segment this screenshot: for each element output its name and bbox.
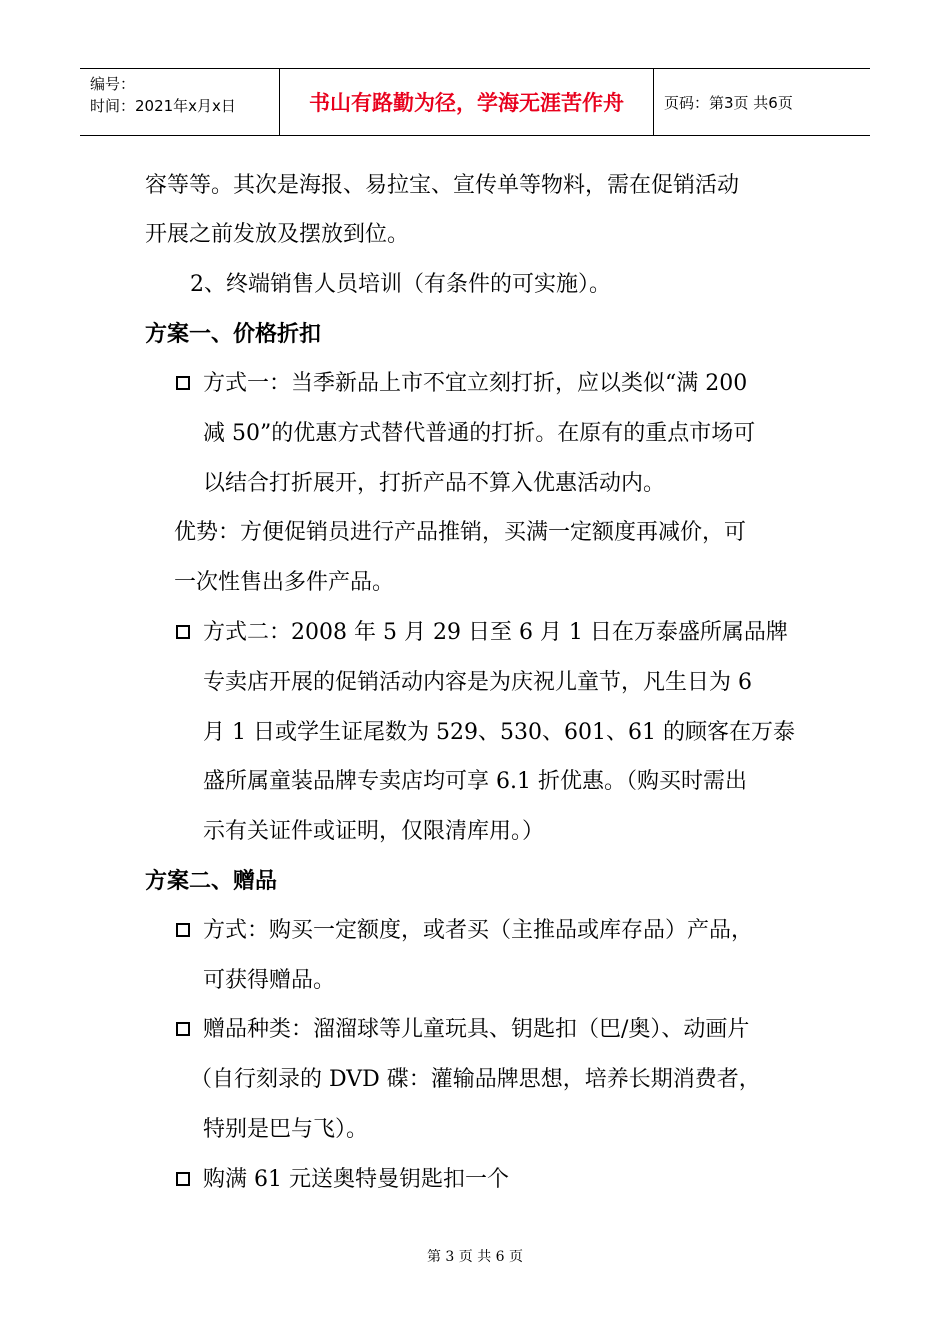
bullet-text: 减 50”的优惠方式替代普通的打折。在原有的重点市场可 bbox=[203, 421, 756, 446]
bullet-text: 可获得赠品。 bbox=[203, 968, 336, 993]
paragraph-line: 2、终端销售人员培训（有条件的可实施）。 bbox=[190, 272, 611, 297]
paragraph-line: 容等等。其次是海报、易拉宝、宣传单等物料，需在促销活动 bbox=[145, 173, 740, 198]
bullet-text: 月 1 日或学生证尾数为 529、530、601、61 的顾客在万泰 bbox=[203, 720, 795, 745]
checkbox-icon bbox=[176, 1172, 190, 1186]
checkbox-icon bbox=[176, 1022, 190, 1036]
header-page-info: 页码：第3页 共6页 bbox=[664, 93, 793, 112]
bullet-text: 方式：购买一定额度，或者买（主推品或库存品）产品， bbox=[203, 918, 754, 943]
header-motto: 书山有路勤为径，学海无涯苦作舟 bbox=[280, 69, 654, 135]
page-header bbox=[80, 68, 870, 136]
bullet-text: 示有关证件或证明，仅限清库用。） bbox=[203, 819, 545, 844]
bullet-text: 特别是巴与飞）。 bbox=[203, 1117, 369, 1142]
bullet-text: 赠品种类：溜溜球等儿童玩具、钥匙扣（巴/奥）、动画片 bbox=[203, 1017, 750, 1042]
bullet-text: 盛所属童装品牌专卖店均可享 6.1 折优惠。（购买时需出 bbox=[203, 769, 747, 794]
bullet-text: 专卖店开展的促销活动内容是为庆祝儿童节，凡生日为 6 bbox=[203, 670, 752, 695]
bullet-text: 方式二：2008 年 5 月 29 日至 6 月 1 日在万泰盛所属品牌 bbox=[203, 620, 788, 645]
bullet-text: （自行刻录的 DVD 碟：灌输品牌思想，培养长期消费者， bbox=[190, 1067, 761, 1092]
paragraph-line: 开展之前发放及摆放到位。 bbox=[145, 222, 410, 247]
bullet-text: 方式一：当季新品上市不宜立刻打折，应以类似“满 200 bbox=[203, 371, 748, 396]
checkbox-icon bbox=[176, 376, 190, 390]
header-meta bbox=[80, 69, 280, 135]
bullet-text: 以结合打折展开，打折产品不算入优惠活动内。 bbox=[203, 471, 666, 496]
section-heading: 方案二、赠品 bbox=[145, 869, 278, 894]
time-label: 时间：2021年x月x日 bbox=[90, 97, 236, 115]
checkbox-icon bbox=[176, 923, 190, 937]
paragraph-line: 优势：方便促销员进行产品推销，买满一定额度再减价，可 bbox=[174, 520, 747, 545]
checkbox-icon bbox=[176, 625, 190, 639]
bullet-text: 购满 61 元送奥特曼钥匙扣一个 bbox=[203, 1167, 509, 1192]
paragraph-line: 一次性售出多件产品。 bbox=[174, 570, 395, 595]
section-heading: 方案一、价格折扣 bbox=[145, 322, 322, 347]
page-footer: 第 3 页 共 6 页 bbox=[426, 1249, 524, 1265]
number-label: 编号： bbox=[90, 75, 136, 93]
